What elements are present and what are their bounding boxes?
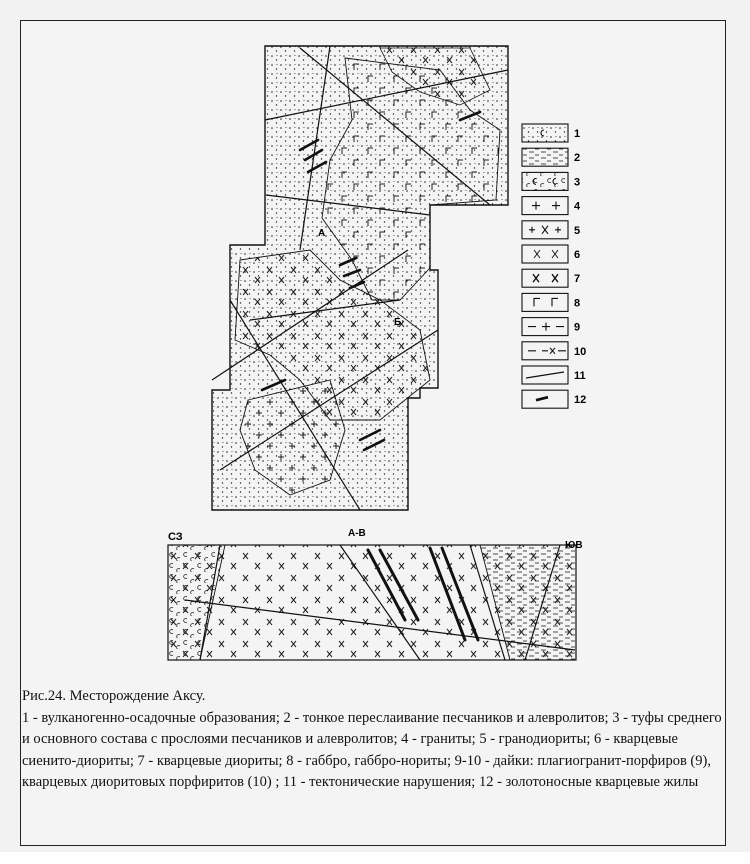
legend-item-8 [522, 293, 580, 311]
legend-item-7 [522, 269, 580, 287]
section-right-label: ЮВ [565, 540, 583, 551]
legend-item-11 [522, 366, 586, 384]
legend-number: 11 [574, 370, 586, 382]
legend-number: 6 [574, 249, 581, 261]
legend-number: 10 [574, 345, 587, 358]
legend-number: 9 [574, 321, 581, 334]
caption-title: Рис.24. Месторождение Аксу. [22, 688, 206, 704]
legend-number: 5 [574, 224, 581, 237]
legend-item-4 [522, 197, 581, 215]
legend-swatch [522, 172, 568, 190]
section-title: А-В [348, 528, 366, 539]
legend-number: 1 [574, 128, 581, 140]
legend-item-10 [522, 342, 586, 360]
legend-item-6 [522, 245, 580, 263]
cross-section [168, 528, 583, 660]
legend-number: 12 [574, 394, 587, 407]
legend-swatch [522, 245, 568, 263]
legend-item-3 [522, 172, 580, 190]
legend-swatch [522, 269, 568, 287]
legend-swatch [522, 124, 568, 142]
map-label-a: А [318, 228, 326, 239]
figure-caption [22, 686, 726, 794]
legend-swatch [522, 293, 568, 311]
legend-item-1 [522, 124, 580, 142]
legend-number: 7 [574, 273, 581, 286]
legend-number: 8 [574, 297, 581, 310]
legend-number: 3 [574, 176, 581, 189]
map-label-b: Б [394, 317, 402, 328]
geological-map [212, 46, 508, 510]
legend-item-5 [522, 221, 580, 239]
caption-text: 1 - вулканогенно-осадочные образования; 2 - тонкое переслаивание песчаников и алевролитов; 3 - туфы среднего и основного состава с прослоями песчаников и алевролитов; 4 - граниты; 5 - гранодиориты; 6 - кварцевые сиенито-диориты; 7 - кварцевые диориты; 8 - габбро, габбро-нориты; 9-10 - дайки: плагиогранит-порфиров (9), кварцевых диоритовых порфиритов (10) ; 11 - тектонические нарушения; 12 - золотоносные кварцевые жилы [22, 709, 722, 790]
legend [522, 124, 586, 408]
legend-item-12 [522, 390, 586, 408]
legend-swatch [522, 197, 568, 215]
legend-swatch [522, 148, 568, 166]
legend-number: 2 [574, 152, 581, 165]
legend-item-9 [522, 318, 580, 336]
legend-item-2 [522, 148, 580, 166]
section-left-label: СЗ [168, 531, 183, 543]
page-bottom-edge [0, 852, 750, 864]
legend-number: 4 [574, 200, 581, 213]
